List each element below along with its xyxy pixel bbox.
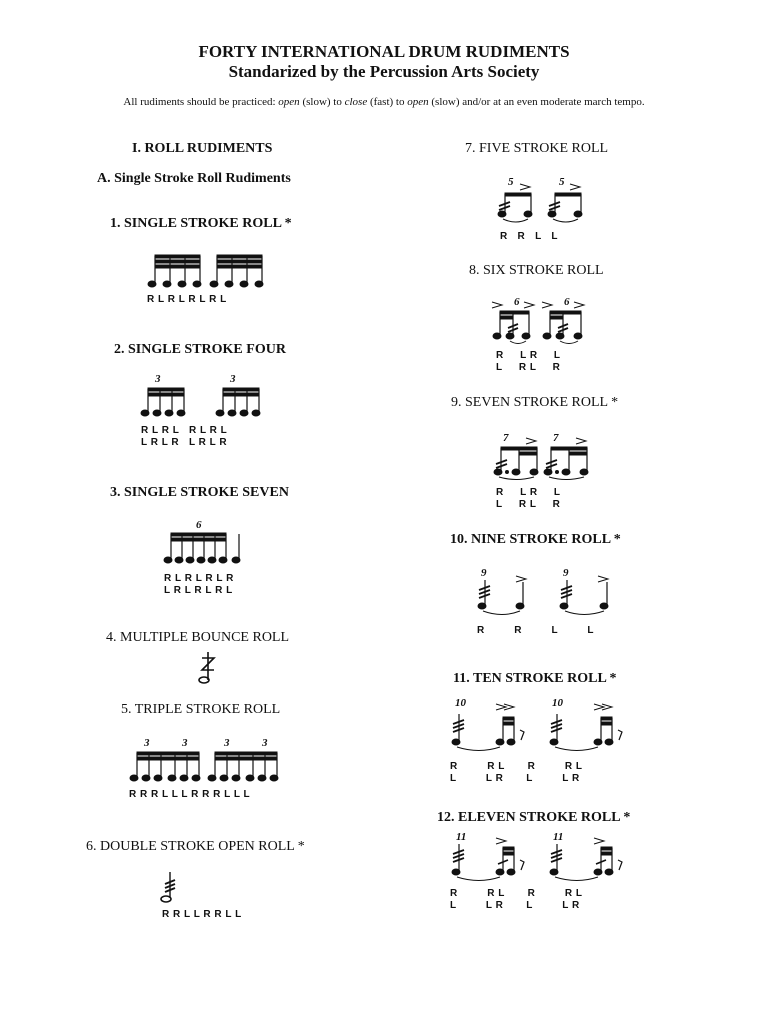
- rudiment-10-notation: [470, 570, 620, 620]
- rudiment-5-notation: [126, 750, 286, 786]
- rudiment-8-notation: [488, 298, 598, 348]
- rudiment-7-tuplet: 5: [559, 176, 565, 188]
- rudiment-11-sticking-left: L L R L L R: [450, 773, 580, 784]
- rudiment-8-tuplet: 6: [514, 296, 520, 308]
- page-title: FORTY INTERNATIONAL DRUM RUDIMENTS: [198, 42, 570, 61]
- subsection-heading: A. Single Stroke Roll Rudiments: [97, 171, 291, 186]
- rudiment-6-title: 6. DOUBLE STROKE OPEN ROLL *: [86, 839, 305, 854]
- rudiment-5-tuplet: 3: [224, 737, 230, 749]
- rudiment-5-tuplet: 3: [262, 737, 268, 749]
- rudiment-3-notation: [160, 530, 260, 570]
- rudiment-2-tuplet: 3: [230, 373, 236, 385]
- rudiment-4-title: 4. MULTIPLE BOUNCE ROLL: [106, 630, 290, 645]
- rudiment-12-tuplet: 11: [456, 831, 467, 843]
- rudiment-9-sticking-right: R L R L: [496, 487, 561, 498]
- rudiment-7-sticking: R R L L: [500, 231, 558, 242]
- rudiment-9-tuplet: 7: [503, 432, 509, 444]
- rudiment-3-title: 3. SINGLE STROKE SEVEN: [110, 485, 289, 500]
- rudiment-10-tuplet: 9: [481, 567, 487, 579]
- rudiment-3-tuplet: 6: [196, 519, 202, 531]
- rudiment-8-title: 8. SIX STROKE ROLL: [469, 263, 604, 278]
- rudiment-7-tuplet: 5: [508, 176, 514, 188]
- rudiment-1-sticking: R L R L R L R L: [147, 294, 227, 305]
- rudiment-11-tuplet: 10: [455, 697, 466, 709]
- rudiment-2-sticking-right: R L R L R L R L: [141, 425, 228, 436]
- rudiment-12-tuplet: 11: [553, 831, 564, 843]
- rudiment-2-title: 2. SINGLE STROKE FOUR: [114, 342, 286, 357]
- rudiment-8-tuplet: 6: [564, 296, 570, 308]
- rudiment-8-sticking-right: R L R L: [496, 350, 561, 361]
- rudiment-9-tuplet: 7: [553, 432, 559, 444]
- rudiment-4-notation: [196, 650, 220, 686]
- rudiment-10-tuplet: 9: [563, 567, 569, 579]
- rudiment-7-notation: [490, 178, 600, 228]
- rudiment-12-sticking-left: L L R L L R: [450, 900, 580, 911]
- practice-instructions: All rudiments should be practiced: open (slow) to close (fast) to open (slow) and/or at an even moderate march tempo.: [123, 96, 645, 108]
- rudiment-9-notation: [490, 434, 600, 484]
- rudiment-6-sticking: R R L L R R L L: [162, 909, 242, 920]
- rudiment-5-sticking: R R R L L L R R R L L L: [129, 789, 251, 800]
- section-heading: I. ROLL RUDIMENTS: [132, 141, 273, 156]
- rudiment-8-sticking-left: L R L R: [496, 362, 561, 373]
- rudiment-12-sticking-right: R R L R R L: [450, 888, 583, 899]
- rudiment-1-notation: [140, 250, 280, 290]
- rudiment-5-title: 5. TRIPLE STROKE ROLL: [121, 702, 281, 717]
- rudiment-11-notation: [444, 700, 634, 758]
- rudiment-2-sticking-left: L R L R L R L R: [141, 437, 228, 448]
- rudiment-7-title: 7. FIVE STROKE ROLL: [465, 141, 609, 156]
- note-group: [148, 255, 201, 287]
- rudiment-11-sticking-right: R R L R R L: [450, 761, 583, 772]
- rudiment-3-sticking-left: L R L R L R L: [164, 585, 233, 596]
- rudiment-3-sticking-right: R L R L R L R: [164, 573, 234, 584]
- rudiment-10-sticking: R R L L: [477, 625, 594, 636]
- rudiment-11-tuplet: 10: [552, 697, 563, 709]
- rudiment-5-tuplet: 3: [144, 737, 150, 749]
- rudiment-11-title: 11. TEN STROKE ROLL *: [453, 671, 617, 686]
- rudiment-2-tuplet: 3: [155, 373, 161, 385]
- rudiment-12-title: 12. ELEVEN STROKE ROLL *: [437, 810, 631, 825]
- rudiment-5-tuplet: 3: [182, 737, 188, 749]
- rudiment-10-title: 10. NINE STROKE ROLL *: [450, 532, 621, 547]
- rudiment-1-title: 1. SINGLE STROKE ROLL *: [110, 216, 292, 231]
- rudiment-9-title: 9. SEVEN STROKE ROLL *: [451, 395, 619, 410]
- rudiment-6-notation: [158, 870, 182, 906]
- rudiment-9-sticking-left: L R L R: [496, 499, 561, 510]
- rudiment-12-notation: [444, 834, 634, 886]
- page-subtitle: Standarized by the Percussion Arts Society: [228, 62, 540, 81]
- rudiment-2-notation: [138, 385, 278, 421]
